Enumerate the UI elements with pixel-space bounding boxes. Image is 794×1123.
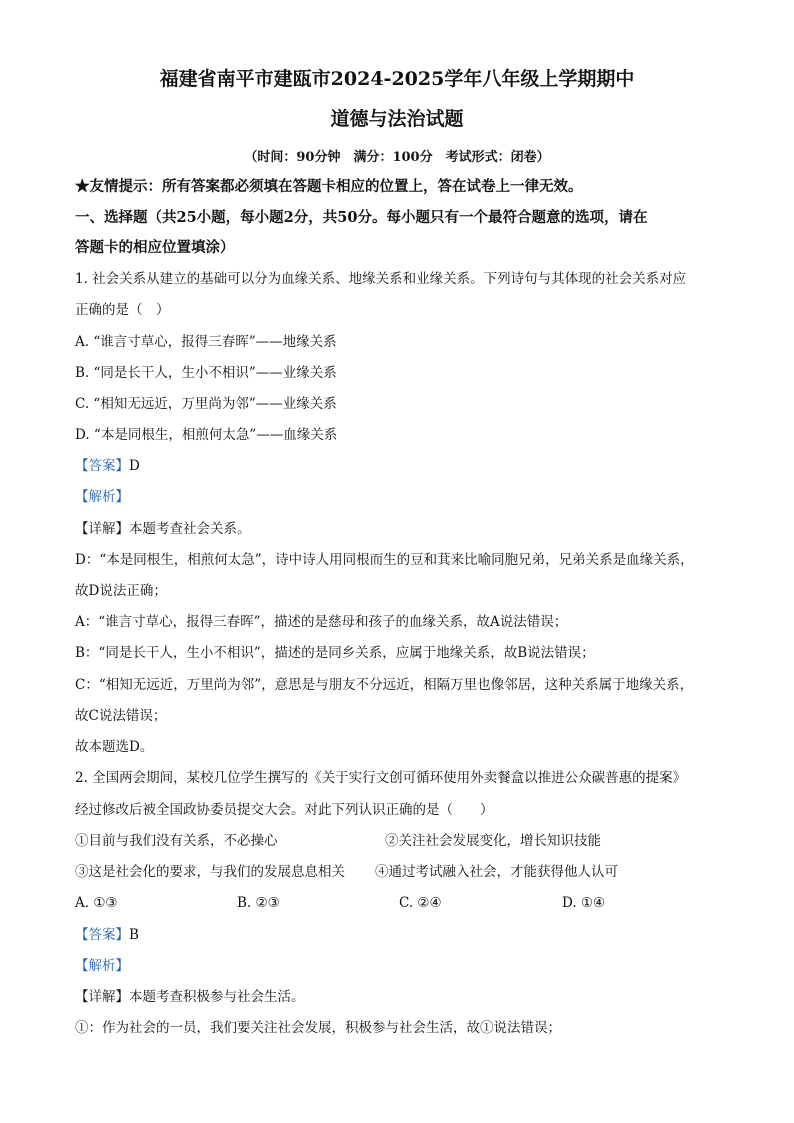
q1-option-c: C. “相知无远近，万里尚为邻”——业缘关系 bbox=[75, 396, 337, 412]
q1-explanation-5: C：“相知无远近，万里尚为邻”，意思是与朋友不分远近，相隔万里也像邻居，这种关系属于地缘关系， bbox=[75, 677, 694, 693]
detail-text: 本题考查社会关系。 bbox=[129, 521, 251, 537]
exam-title-line2: 道德与法治试题 bbox=[330, 108, 464, 130]
answer-value: B bbox=[129, 927, 139, 943]
q2-detail bbox=[75, 987, 725, 1007]
q1-stem-line2: 正确的是（ ） bbox=[75, 302, 170, 318]
q2-statement-4: ④通过考试融入社会，才能获得他人认可 bbox=[375, 864, 618, 880]
q2-answer bbox=[75, 925, 725, 945]
q2-option-b: B. ②③ bbox=[237, 895, 280, 911]
q1-analysis-tag: 【解析】 bbox=[75, 489, 129, 505]
q1-answer bbox=[75, 456, 725, 476]
section-heading-line1: 一、选择题（共25小题，每小题2分，共50分。每小题只有一个最符合题意的选项，请在 bbox=[75, 209, 648, 226]
q2-analysis-tag: 【解析】 bbox=[75, 958, 129, 974]
q1-option-a: A. “谁言寸草心，报得三春晖”——地缘关系 bbox=[75, 334, 337, 350]
section-heading-line2: 答题卡的相应位置填涂） bbox=[75, 239, 235, 256]
q2-explanation-1: ①：作为社会的一员，我们要关注社会发展，积极参与社会生活，故①说法错误； bbox=[75, 1020, 561, 1036]
q1-explanation-1: D：“本是同根生，相煎何太急”，诗中诗人用同根而生的豆和萁来比喻同胞兄弟，兄弟关系是血缘关系， bbox=[75, 552, 694, 568]
notice: ★友情提示：所有答案都必须填在答题卡相应的位置上，答在试卷上一律无效。 bbox=[75, 178, 583, 195]
q1-explanation-3: A：“谁言寸草心，报得三春晖”，描述的是慈母和孩子的血缘关系，故A说法错误； bbox=[75, 614, 568, 630]
q1-explanation-4: B：“同是长干人，生小不相识”，描述的是同乡关系，应属于地缘关系，故B说法错误； bbox=[75, 645, 595, 661]
exam-title-line1: 福建省南平市建瓯市2024-2025学年八年级上学期期中 bbox=[159, 68, 635, 90]
answer-tag: 【答案】 bbox=[75, 458, 129, 474]
q2-stem-line2: 经过修改后被全国政协委员提交大会。对此下列认识正确的是（ ） bbox=[75, 802, 494, 818]
q1-option-b: B. “同是长干人，生小不相识”——业缘关系 bbox=[75, 365, 337, 381]
detail-tag: 【详解】 bbox=[75, 521, 129, 537]
q2-statement-2: ②关注社会发展变化，增长知识技能 bbox=[385, 833, 601, 849]
answer-value: D bbox=[129, 458, 140, 474]
q2-statement-3: ③这是社会化的要求，与我们的发展息息相关 bbox=[75, 864, 345, 880]
detail-text: 本题考查积极参与社会生活。 bbox=[129, 989, 305, 1005]
detail-tag: 【详解】 bbox=[75, 989, 129, 1005]
q1-stem-line1: 1. 社会关系从建立的基础可以分为血缘关系、地缘关系和业缘关系。下列诗句与其体现的社会关系对应 bbox=[75, 271, 687, 287]
q2-stem-line1: 2. 全国两会期间，某校几位学生撰写的《关于实行文创可循环使用外卖餐盒以推进公众碳普惠的提案》 bbox=[75, 770, 687, 786]
q2-option-c: C. ②④ bbox=[399, 895, 442, 911]
q1-explanation-2: 故D说法正确； bbox=[75, 583, 167, 599]
q1-explanation-7: 故本题选D。 bbox=[75, 739, 154, 755]
q2-option-a: A. ①③ bbox=[75, 895, 118, 911]
q1-option-d: D. “本是同根生，相煎何太急”——血缘关系 bbox=[75, 427, 338, 443]
answer-tag: 【答案】 bbox=[75, 927, 129, 943]
q2-statement-1: ①目前与我们没有关系，不必操心 bbox=[75, 833, 278, 849]
q2-option-d: D. ①④ bbox=[562, 895, 606, 911]
exam-info: （时间：90分钟 满分：100分 考试形式：闭卷） bbox=[244, 150, 550, 165]
q1-detail bbox=[75, 519, 725, 539]
q1-explanation-6: 故C说法错误； bbox=[75, 708, 167, 724]
